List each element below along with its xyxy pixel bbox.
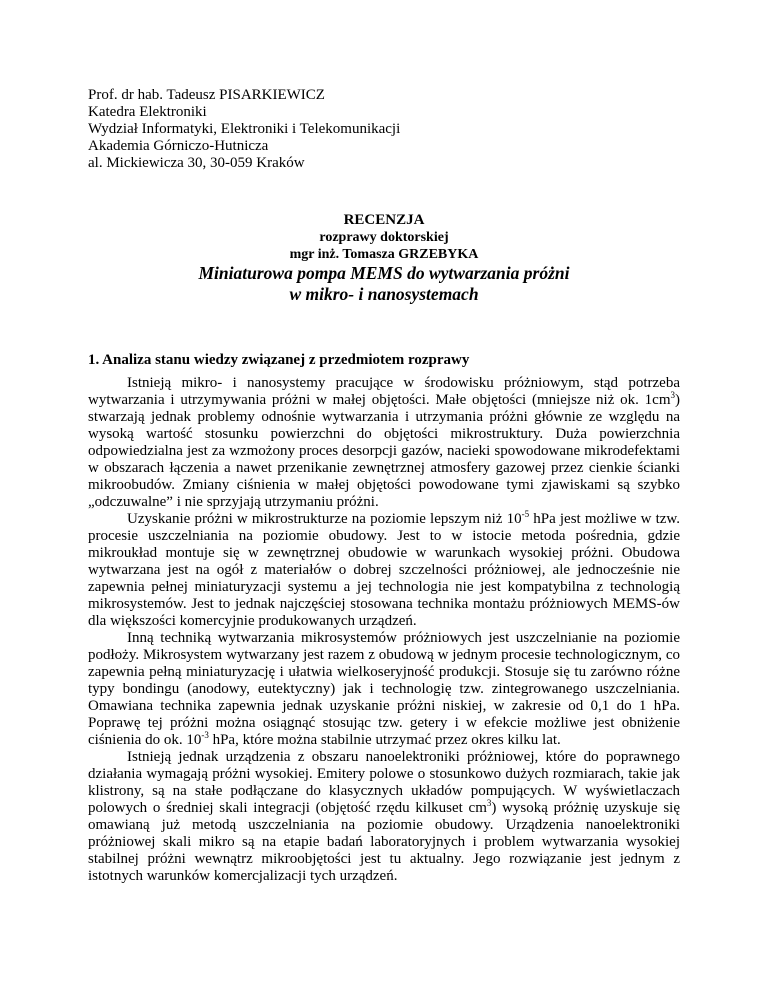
paragraph-4-text-a: Istnieją jednak urządzenia z obszaru nanoelektroniki próżniowej, które do poprawnego działania wymagają próżni wysokiej. Emitery polowe o stosunkowo dużych rozmiarach, takie jak klistrony, są na stałe podłączane do klasycznych układów pompujących. W wyświetlaczach polowych o średniej skali integracji (objętość rzędu kilkuset cm	[88, 749, 680, 816]
paragraph-2-text-a: Uzyskanie próżni w mikrostrukturze na poziomie lepszym niż 10	[127, 511, 522, 527]
paragraph-1-superscript: 3	[670, 390, 675, 400]
reviewer-name: Prof. dr hab. Tadeusz PISARKIEWICZ	[88, 87, 325, 103]
reviewer-university: Akademia Górniczo-Hutnicza	[88, 138, 269, 154]
reviewer-department: Katedra Elektroniki	[88, 104, 207, 120]
thesis-title-line-1: Miniaturowa pompa MEMS do wytwarzania próżni	[198, 263, 570, 283]
paragraph-1-text-a: Istnieją mikro- i nanosystemy pracujące w środowisku próżniowym, stąd potrzeba wytwarzania i utrzymywania próżni w małej objętości. Małe objętości (mniejsze niż ok. 1cm	[88, 375, 680, 408]
section-body	[88, 375, 680, 885]
document-subtitle: rozprawy doktorskiej	[319, 230, 449, 245]
reviewer-faculty: Wydział Informatyki, Elektroniki i Telekomunikacji	[88, 121, 401, 137]
title-block	[0, 211, 768, 305]
paragraph-2-text-b: hPa jest możliwe w tzw. procesie uszczelniania na poziomie obudowy. Jest to w istocie metoda pośrednia, gdzie mikroukład montuje się w zewnętrznej obudowie w warunkach wysokiej próżni. Obudowa wytwarzana jest na ogół z materiałów o dobrej szczelności próżniowej, ale jednocześnie nie zapewnia pełnej miniaturyzacji systemu a jej technologia nie jest kompatybilna z technologią mikrosystemów. Jest to jednak najczęściej stosowana technika montażu próżniowych MEMS-ów dla większości komercyjnie produkowanych urządzeń.	[88, 511, 681, 629]
reviewer-address: al. Mickiewicza 30, 30-059 Kraków	[88, 155, 305, 171]
paragraph-2	[88, 511, 680, 630]
paragraph-3-superscript: -3	[201, 730, 209, 740]
paragraph-3	[88, 630, 680, 749]
thesis-title-line-2: w mikro- i nanosystemach	[289, 284, 479, 304]
paragraph-4-superscript: 3	[486, 798, 492, 808]
paragraph-3-text-a: Inną techniką wytwarzania mikrosystemów próżniowych jest uszczelnianie na poziomie podłoży. Mikrosystem wytwarzany jest razem z obudową w jednym procesie technologicznym, co zapewnia pełną miniaturyzację i ułatwia wielkoseryjność produkcji. Stosuje się tu zarówno różne typy bondingu (anodowy, eutektyczny) jak i technologię tzw. zintegrowanego uszczelniania. Omawiana technika zapewnia jednak uzyskanie próżni niskiej, w zakresie od 0,1 do 1 hPa. Poprawę tej próżni można osiągnąć stosując tzw. getery i w efekcie możliwe jest obniżenie ciśnienia do ok. 10	[88, 630, 680, 748]
document-heading: RECENZJA	[343, 212, 425, 228]
paragraph-1-text-b: ) stwarzają jednak problemy odnośnie wytwarzania i utrzymania próżni głównie ze względu na wysoką wartość stosunku powierzchni do objętości mikrostruktury. Duża powierzchnia odpowiedzialna jest za wzmożony proces desorpcji gazów, nacieki spowodowane mikrodefektami w obszarach łączenia a nawet przenikanie zewnętrznej atmosfery gazowej przez cienkie ścianki mikroobudów. Zmiany ciśnienia w małej objętości powodowane tymi zjawiskami są szybko „odczuwalne” i nie sprzyjają utrzymaniu próżni.	[88, 392, 680, 510]
paragraph-4	[88, 749, 680, 885]
paragraph-2-superscript: -5	[521, 509, 530, 519]
paragraph-1	[88, 375, 680, 511]
paragraph-4-text-b: ) wysoką próżnię uzyskuje się omawianą już metodą uszczelniania na poziomie obudowy. Urządzenia nanoelektroniki próżniowej skali mikro są na etapie badań laboratoryjnych i problem wytwarzania wysokiej stabilnej próżni wewnątrz mikroobjętości jest tu aktualny. Jego rozwiązanie jest jednym z istotnych warunków komercjalizacji tych urządzeń.	[88, 800, 680, 884]
paragraph-3-text-b: hPa, które można stabilnie utrzymać przez okres kilku lat.	[208, 732, 561, 748]
reviewer-address-block	[88, 87, 688, 172]
thesis-author: mgr inż. Tomasza GRZEBYKA	[289, 247, 479, 262]
section-heading: 1. Analiza stanu wiedzy związanej z przedmiotem rozprawy	[88, 352, 470, 368]
